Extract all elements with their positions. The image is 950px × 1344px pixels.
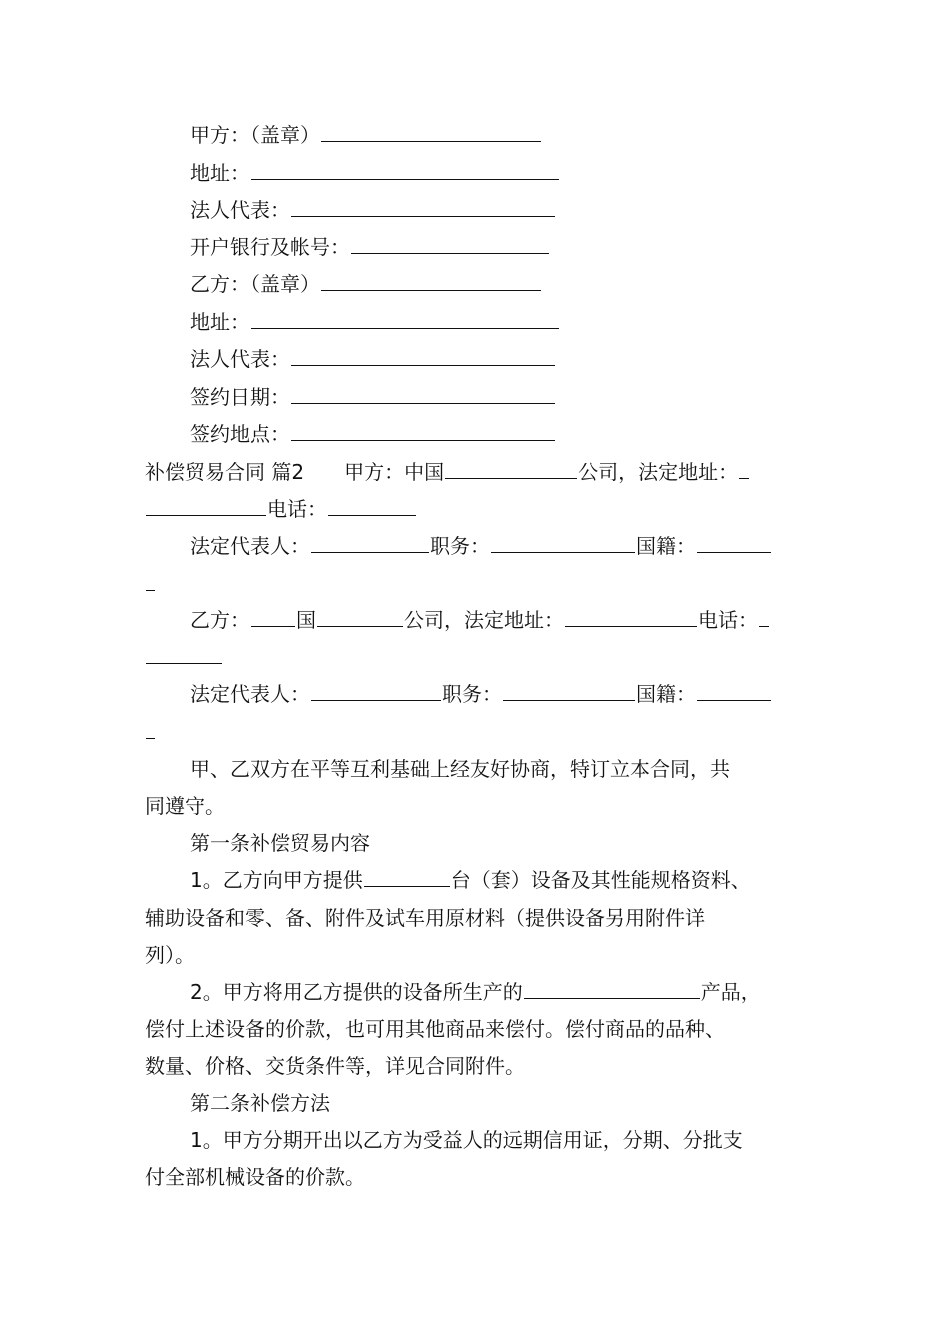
party-b-prefix: 乙方： — [190, 608, 250, 632]
preamble-line-2 — [145, 792, 225, 820]
party-b-legal-rep-blank — [291, 347, 555, 366]
art2-item1-text-b: 付全部机械设备的价款。 — [145, 1165, 365, 1189]
party-a-address-label: 地址： — [190, 161, 250, 185]
art1-item1-line-3 — [145, 941, 195, 969]
party-a-legal-rep-line — [190, 196, 556, 224]
party-a-rep-label: 法定代表人： — [190, 534, 310, 558]
preamble-text-1: 甲、乙双方在平等互利基础上经友好协商，特订立本合同，共 — [190, 757, 730, 781]
party-a-seal-line — [190, 121, 542, 149]
party-a-address-blank-start — [739, 460, 749, 479]
party-b-company-blank — [317, 608, 403, 627]
party-a-rep-blank — [311, 534, 429, 553]
party-a-bank-line — [190, 233, 550, 261]
party-a-seal-blank — [321, 123, 541, 142]
party-b-nationality-blank-cont — [146, 720, 155, 739]
party-b-address-label: 地址： — [190, 310, 250, 334]
art1-item2-line-3 — [145, 1052, 525, 1080]
party-b-nationality-label: 国籍： — [636, 682, 696, 706]
party-a-legal-rep-label: 法人代表： — [190, 198, 290, 222]
party-a-phone-line — [145, 495, 417, 523]
party-b-nationality-blank — [697, 682, 771, 701]
art1-item2-line-2 — [145, 1015, 725, 1043]
signing-place-label: 签约地点： — [190, 422, 290, 446]
party-a-phone-label: 电话： — [267, 497, 327, 521]
party-b-country-label: 国 — [296, 608, 316, 632]
party-a-company-label: 公司，法定地址： — [578, 460, 739, 484]
party-b-position-label: 职务： — [442, 682, 502, 706]
article1-title-line — [190, 829, 370, 857]
art1-item2-text-a: 2。甲方将用乙方提供的设备所生产的 — [190, 980, 523, 1004]
art2-item1-line-1 — [190, 1126, 743, 1154]
party-a-nationality-blank-cont — [146, 572, 155, 591]
party-b-address-blank — [565, 608, 697, 627]
preamble-text-2: 同遵守。 — [145, 794, 225, 818]
signing-date-line — [190, 383, 556, 411]
article2-title: 第二条补偿方法 — [190, 1091, 330, 1115]
party-a-phone-blank — [328, 497, 416, 516]
party-b-legal-rep-line — [190, 345, 556, 373]
party-a-company-blank — [445, 460, 577, 479]
party-b-rep-blank — [311, 682, 441, 701]
party-a-legal-rep-blank — [291, 198, 555, 217]
contract2-title: 补偿贸易合同 篇2 — [145, 460, 305, 484]
party-a-position-blank — [491, 534, 635, 553]
art2-item1-line-2 — [145, 1163, 365, 1191]
article1-title: 第一条补偿贸易内容 — [190, 831, 370, 855]
party-a-nationality-label: 国籍： — [636, 534, 696, 558]
party-b-phone-blank-start — [759, 608, 769, 627]
art1-item1-line-1 — [190, 866, 751, 894]
art1-item2-text-c: 偿付上述设备的价款，也可用其他商品来偿付。偿付商品的品种、 — [145, 1017, 725, 1041]
party-a-address-blank — [251, 161, 559, 180]
art1-item1-text-c: 辅助设备和零、备、附件及试车用原材料（提供设备另用附件详 — [145, 906, 705, 930]
signing-place-blank — [291, 422, 555, 441]
party-a-nationality-blank — [697, 534, 771, 553]
party-a-address-line — [190, 159, 560, 187]
party-b-phone-label: 电话： — [698, 608, 758, 632]
party-a-address-blank-cont — [146, 497, 266, 516]
party-a-bank-label: 开户银行及帐号： — [190, 235, 350, 259]
signing-date-label: 签约日期： — [190, 385, 290, 409]
party-b-rep-line — [190, 680, 772, 708]
party-a-bank-blank — [351, 235, 549, 254]
party-b-seal-blank — [321, 272, 541, 291]
contract2-title-line — [145, 458, 750, 486]
article2-title-line — [190, 1089, 330, 1117]
party-a-nationality-cont-line — [145, 570, 156, 598]
art1-item2-text-b: 产品， — [700, 980, 761, 1004]
party-b-rep-label: 法定代表人： — [190, 682, 310, 706]
party-b-country-blank — [251, 608, 295, 627]
party-b-address-line — [190, 308, 560, 336]
party-b-seal-line — [190, 270, 542, 298]
party-b-company-label: 公司，法定地址： — [404, 608, 564, 632]
preamble-line-1 — [190, 755, 730, 783]
party-b-line — [190, 606, 770, 634]
equipment-quantity-blank — [364, 868, 450, 887]
art2-item1-text-a: 1。甲方分期开出以乙方为受益人的远期信用证，分期、分批支 — [190, 1128, 743, 1152]
art1-item1-text-a: 1。乙方向甲方提供 — [190, 868, 363, 892]
product-name-blank — [524, 980, 700, 999]
party-b-phone-blank-cont — [146, 645, 222, 664]
party-a-seal-label: 甲方：（盖章） — [190, 123, 320, 147]
party-b-address-blank — [251, 310, 559, 329]
party-b-phone-cont-line — [145, 643, 223, 671]
art1-item1-text-d: 列）。 — [145, 943, 195, 967]
party-a-position-label: 职务： — [430, 534, 490, 558]
party-b-position-blank — [503, 682, 635, 701]
party-b-legal-rep-label: 法人代表： — [190, 347, 290, 371]
signing-date-blank — [291, 385, 555, 404]
art1-item2-line-1 — [190, 978, 761, 1006]
party-b-nationality-cont-line — [145, 718, 156, 746]
party-a-prefix: 甲方：中国 — [344, 460, 445, 484]
party-a-rep-line — [190, 532, 772, 560]
art1-item1-text-b: 台（套）设备及其性能规格资料、 — [450, 868, 751, 892]
art1-item2-text-d: 数量、价格、交货条件等，详见合同附件。 — [145, 1054, 525, 1078]
party-b-seal-label: 乙方：（盖章） — [190, 272, 320, 296]
signing-place-line — [190, 420, 556, 448]
art1-item1-line-2 — [145, 904, 705, 932]
